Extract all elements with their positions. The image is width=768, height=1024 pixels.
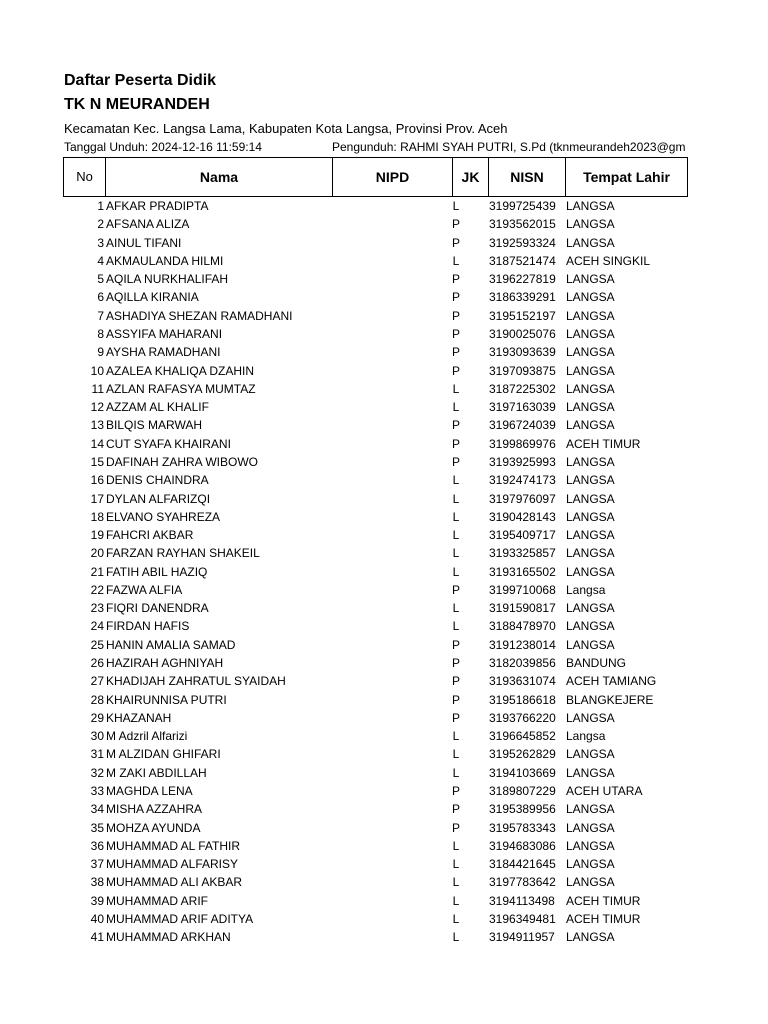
student-name: CUT SYAFA KHAIRANI (106, 436, 231, 451)
birthplace: LANGSA (566, 838, 615, 853)
nisn: 3199869976 (489, 436, 556, 451)
row-number: 30 (90, 729, 104, 744)
student-name: AYSHA RAMADHANI (106, 345, 221, 360)
gender: L (452, 381, 460, 396)
student-name: MUHAMMAD ARIF ADITYA (106, 911, 254, 926)
gender: L (452, 911, 460, 926)
gender: P (451, 674, 460, 689)
gender: P (451, 327, 460, 341)
table-header (63, 157, 688, 197)
row-number: 2 (97, 217, 104, 232)
row-number: 10 (90, 363, 104, 378)
birthplace: LANGSA (566, 290, 615, 305)
nisn: 3195186618 (489, 692, 556, 707)
birthplace: LANGSA (566, 637, 615, 652)
row-number: 27 (90, 674, 104, 689)
nisn: 3194911957 (489, 930, 555, 945)
nisn: 3194113498 (489, 893, 555, 908)
birthplace: LANGSA (566, 528, 615, 542)
nisn: 3192593324 (489, 235, 556, 250)
birthplace: LANGSA (566, 802, 615, 817)
gender: P (451, 692, 460, 707)
gender: L (452, 601, 460, 616)
nisn: 3194683086 (489, 838, 556, 853)
row-number: 6 (97, 290, 104, 305)
student-name: HAZIRAH AGHNIYAH (106, 656, 224, 670)
birthplace: LANGSA (566, 272, 615, 287)
gender: L (452, 473, 460, 488)
gender: L (452, 930, 460, 945)
student-name: FAZWA ALFIA (106, 582, 183, 597)
row-number: 14 (90, 436, 104, 451)
student-name: MUHAMMAD ALFARISY (106, 857, 239, 872)
nisn: 3195389956 (489, 802, 556, 817)
birthplace: LANGSA (566, 491, 615, 506)
student-name: DYLAN ALFARIZQI (106, 491, 211, 506)
gender: P (451, 784, 460, 798)
gender: L (452, 400, 460, 415)
nisn: 3196349481 (489, 911, 556, 926)
nisn: 3196227819 (489, 272, 556, 287)
row-number: 18 (90, 509, 104, 524)
birthplace: BANDUNG (566, 656, 627, 670)
nisn: 3193165502 (489, 564, 556, 579)
row-number: 32 (90, 765, 104, 780)
birthplace: LANGSA (566, 710, 615, 725)
nisn: 3197783642 (489, 875, 556, 890)
row-number: 16 (90, 473, 104, 488)
birthplace: Langsa (566, 729, 606, 744)
birthplace: LANGSA (566, 363, 615, 378)
row-number: 24 (90, 619, 104, 634)
gender: P (451, 363, 460, 378)
column-header-nama: Nama (106, 158, 333, 196)
nisn: 3195409717 (489, 528, 556, 542)
download-date: Tanggal Unduh: 2024-12-16 11:59:14 (64, 140, 262, 154)
row-number: 13 (90, 418, 104, 433)
row-number: 8 (97, 327, 104, 341)
nisn: 3187225302 (489, 381, 556, 396)
birthplace: LANGSA (566, 381, 615, 396)
row-number: 5 (97, 272, 104, 287)
student-name: MUHAMMAD ARIF (106, 893, 208, 908)
location-line: Kecamatan Kec. Langsa Lama, Kabupaten Kota Langsa, Provinsi Prov. Aceh (64, 121, 508, 136)
gender: L (452, 875, 460, 890)
gender: L (452, 528, 460, 542)
student-name: AFSANA ALIZA (106, 217, 190, 232)
nisn: 3190428143 (489, 509, 556, 524)
row-number: 38 (90, 875, 104, 890)
student-name: KHAZANAH (106, 710, 172, 725)
nisn: 3186339291 (489, 290, 556, 305)
nisn: 3195262829 (489, 747, 556, 762)
gender: P (451, 217, 460, 232)
nisn: 3193631074 (489, 674, 556, 689)
student-name: ASSYIFA MAHARANI (106, 327, 223, 341)
student-name: ASHADIYA SHEZAN RAMADHANI (106, 308, 293, 323)
gender: L (452, 564, 460, 579)
row-number: 25 (90, 637, 104, 652)
birthplace: BLANGKEJERE (566, 692, 654, 707)
gender: P (451, 290, 460, 305)
student-name: FARZAN RAYHAN SHAKEIL (106, 546, 260, 561)
nisn: 3197093875 (489, 363, 556, 378)
nisn: 3184421645 (489, 857, 556, 872)
gender: L (452, 509, 460, 524)
row-number: 33 (90, 784, 104, 798)
birthplace: LANGSA (566, 564, 615, 579)
birthplace: LANGSA (566, 473, 615, 488)
row-number: 34 (90, 802, 104, 817)
gender: L (452, 491, 460, 506)
nisn: 3192474173 (489, 473, 556, 488)
nisn: 3196645852 (489, 729, 556, 744)
row-number: 31 (90, 747, 104, 762)
row-number: 20 (90, 546, 104, 561)
row-number: 1 (97, 199, 104, 213)
nisn: 3196724039 (489, 418, 556, 433)
student-name: AINUL TIFANI (106, 235, 182, 250)
row-number: 15 (90, 454, 104, 469)
birthplace: LANGSA (566, 619, 615, 634)
student-name: M ZAKI ABDILLAH (106, 765, 207, 780)
birthplace: LANGSA (566, 509, 615, 524)
row-number: 7 (97, 308, 104, 323)
nisn: 3182039856 (489, 656, 556, 670)
birthplace: LANGSA (566, 308, 615, 323)
student-name: MUHAMMAD ALI AKBAR (106, 875, 243, 890)
nisn: 3193562015 (489, 217, 556, 232)
column-header-nipd: NIPD (333, 158, 453, 196)
student-name: AZALEA KHALIQA DZAHIN (106, 363, 255, 378)
column-header-nisn: NISN (489, 158, 566, 196)
downloader: Pengunduh: RAHMI SYAH PUTRI, S.Pd (tknmeurandeh2023@gm (332, 140, 686, 154)
student-name: AZLAN RAFASYA MUMTAZ (106, 381, 256, 396)
student-name: FATIH ABIL HAZIQ (106, 564, 208, 579)
birthplace: LANGSA (566, 765, 615, 780)
birthplace: ACEH TIMUR (566, 436, 641, 451)
row-number: 12 (90, 400, 104, 415)
gender: L (452, 857, 460, 872)
gender: L (452, 893, 460, 908)
nisn: 3195783343 (489, 820, 556, 835)
gender: P (451, 582, 460, 597)
row-number: 35 (90, 820, 104, 835)
row-number: 41 (90, 930, 104, 945)
row-number: 29 (90, 710, 104, 725)
gender: P (451, 820, 460, 835)
nisn: 3191590817 (489, 601, 556, 616)
student-name: AZZAM AL KHALIF (106, 400, 209, 415)
birthplace: LANGSA (566, 820, 615, 835)
nisn: 3187521474 (489, 253, 556, 268)
birthplace: LANGSA (566, 217, 615, 232)
gender: L (452, 619, 460, 634)
row-number: 37 (90, 857, 104, 872)
nisn: 3193093639 (489, 345, 556, 360)
birthplace: LANGSA (566, 235, 615, 250)
birthplace: LANGSA (566, 857, 615, 872)
gender: L (452, 199, 460, 213)
gender: P (451, 637, 460, 652)
nisn: 3199725439 (489, 199, 556, 213)
student-name: FAHCRI AKBAR (106, 528, 194, 542)
student-name: FIRDAN HAFIS (106, 619, 190, 634)
student-name: MAGHDA LENA (106, 784, 193, 798)
row-number: 28 (90, 692, 104, 707)
birthplace: ACEH TAMIANG (566, 674, 657, 689)
gender: P (451, 345, 460, 360)
row-number: 23 (90, 601, 104, 616)
nisn: 3199710068 (489, 582, 556, 597)
gender: P (451, 710, 460, 725)
gender: L (452, 253, 460, 268)
birthplace: ACEH UTARA (566, 784, 643, 798)
birthplace: Langsa (566, 582, 606, 597)
student-name: AQILLA KIRANIA (106, 290, 199, 305)
gender: P (451, 802, 460, 817)
nisn: 3190025076 (489, 327, 556, 341)
nisn: 3193766220 (489, 710, 556, 725)
student-name: BILQIS MARWAH (106, 418, 203, 433)
birthplace: LANGSA (566, 454, 615, 469)
gender: L (452, 765, 460, 780)
student-name: M Adzril Alfarizi (106, 729, 188, 744)
student-name: ELVANO SYAHREZA (106, 509, 221, 524)
nisn: 3194103669 (489, 765, 556, 780)
gender: P (451, 235, 460, 250)
student-name: AKMAULANDA HILMI (106, 253, 224, 268)
nisn: 3193925993 (489, 454, 556, 469)
gender: L (452, 729, 460, 744)
birthplace: LANGSA (566, 418, 615, 433)
row-number: 9 (97, 345, 104, 360)
student-name: MUHAMMAD AL FATHIR (106, 838, 241, 853)
column-header-tempat-lahir: Tempat Lahir (583, 169, 670, 185)
row-number: 26 (90, 656, 104, 670)
row-number: 39 (90, 893, 104, 908)
birthplace: ACEH TIMUR (566, 893, 641, 908)
school-name: TK N MEURANDEH (64, 96, 210, 113)
birthplace: LANGSA (566, 546, 615, 561)
birthplace: LANGSA (566, 345, 615, 360)
nisn: 3195152197 (489, 308, 556, 323)
nisn: 3188478970 (489, 619, 556, 634)
student-name: KHADIJAH ZAHRATUL SYAIDAH (106, 674, 286, 689)
birthplace: LANGSA (566, 875, 615, 890)
nisn: 3197163039 (489, 400, 556, 415)
row-number: 11 (91, 381, 104, 396)
birthplace: LANGSA (566, 400, 615, 415)
student-name: M ALZIDAN GHIFARI (106, 747, 221, 762)
birthplace: LANGSA (566, 199, 615, 213)
column-header-no: No (64, 158, 106, 196)
row-number: 36 (90, 838, 104, 853)
student-name: MOHZA AYUNDA (106, 820, 201, 835)
gender: P (451, 436, 460, 451)
gender: L (452, 838, 460, 853)
row-number: 21 (90, 564, 104, 579)
row-number: 3 (97, 235, 104, 250)
nisn: 3193325857 (489, 546, 556, 561)
student-name: DAFINAH ZAHRA WIBOWO (106, 454, 259, 469)
gender: P (451, 308, 460, 323)
birthplace: LANGSA (566, 747, 615, 762)
row-number: 40 (90, 911, 104, 926)
row-number: 4 (97, 253, 104, 268)
student-name: AFKAR PRADIPTA (106, 199, 209, 213)
student-name: KHAIRUNNISA PUTRI (106, 692, 227, 707)
gender: L (452, 747, 460, 762)
birthplace: ACEH TIMUR (566, 911, 641, 926)
meta-line (64, 140, 688, 156)
birthplace: ACEH SINGKIL (566, 253, 651, 268)
nisn: 3189807229 (489, 784, 556, 798)
birthplace: LANGSA (566, 601, 615, 616)
row-number: 17 (90, 491, 104, 506)
student-name: MISHA AZZAHRA (106, 802, 203, 817)
birthplace: LANGSA (566, 327, 615, 341)
gender: P (451, 272, 460, 287)
gender: P (451, 418, 460, 433)
nisn: 3191238014 (489, 637, 556, 652)
student-name: DENIS CHAINDRA (106, 473, 209, 488)
nisn: 3197976097 (489, 491, 556, 506)
row-number: 19 (90, 528, 104, 542)
document-title: Daftar Peserta Didik (64, 72, 217, 89)
gender: P (451, 454, 460, 469)
column-header-jk: JK (453, 158, 489, 196)
student-name: AQILA NURKHALIFAH (106, 272, 229, 287)
row-number: 22 (90, 582, 104, 597)
student-name: HANIN AMALIA SAMAD (106, 637, 236, 652)
gender: L (452, 546, 460, 561)
student-name: FIQRI DANENDRA (106, 601, 209, 616)
gender: P (451, 656, 460, 670)
birthplace: LANGSA (566, 930, 615, 945)
student-name: MUHAMMAD ARKHAN (106, 930, 231, 945)
